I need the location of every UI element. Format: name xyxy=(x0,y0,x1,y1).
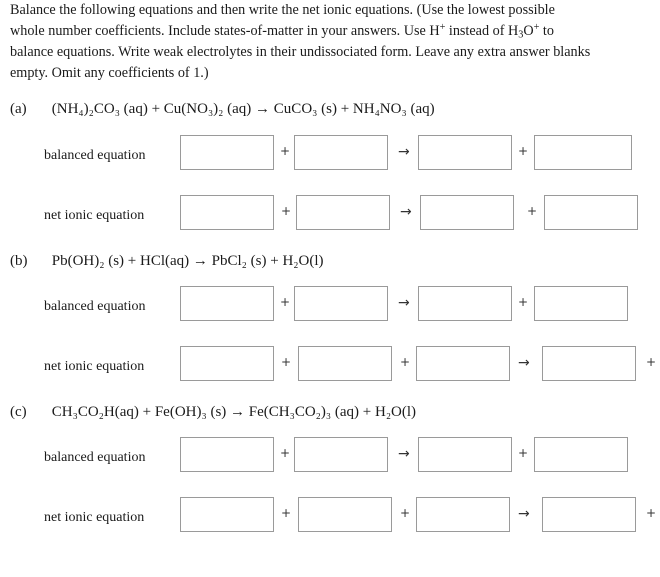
balanced-c-box-3[interactable] xyxy=(418,437,512,472)
part-letter-b: (b) xyxy=(10,253,28,269)
plus-sign: + xyxy=(280,446,291,460)
plus-sign: + xyxy=(518,295,529,309)
net-a-box-3[interactable] xyxy=(420,195,514,230)
reaction-arrow: → xyxy=(398,144,410,160)
net-a-box-4[interactable] xyxy=(544,195,638,230)
net-b-box-1[interactable] xyxy=(180,346,274,381)
plus-sign: + xyxy=(280,144,291,158)
plus-sign: + xyxy=(518,446,529,460)
balanced-c-box-4[interactable] xyxy=(534,437,628,472)
balanced-a-box-4[interactable] xyxy=(534,135,632,170)
net-a-box-2[interactable] xyxy=(296,195,390,230)
balanced-a-box-3[interactable] xyxy=(418,135,512,170)
net-c-box-3[interactable] xyxy=(416,497,510,532)
net-c-box-1[interactable] xyxy=(180,497,274,532)
reaction-b xyxy=(10,253,324,270)
plus-sign: + xyxy=(646,355,657,369)
instructions-line-2: whole number coefficients. Include states-of-matter in your answers. Use H+ instead of $H_3O^+$ to xyxy=(10,21,554,41)
plus-sign: + xyxy=(646,506,657,520)
reaction-arrow: → xyxy=(518,506,530,522)
balanced-a-box-2[interactable] xyxy=(294,135,388,170)
balanced-b-box-2[interactable] xyxy=(294,286,388,321)
balanced-b-box-1[interactable] xyxy=(180,286,274,321)
balanced-label-c: balanced equation xyxy=(44,450,146,465)
instructions-line-1: Balance the following equations and then write the net ionic equations. (Use the lowest possible xyxy=(10,2,555,18)
instructions xyxy=(10,0,650,84)
balanced-label-b: balanced equation xyxy=(44,299,146,314)
plus-sign: + xyxy=(518,144,529,158)
net-c-box-4[interactable] xyxy=(542,497,636,532)
net-a-box-1[interactable] xyxy=(180,195,274,230)
reaction-arrow: → xyxy=(518,355,530,371)
reaction-arrow: → xyxy=(398,295,410,311)
balanced-b-box-4[interactable] xyxy=(534,286,628,321)
reaction-a xyxy=(10,101,435,118)
net-label-b: net ionic equation xyxy=(44,359,145,374)
part-letter-c: (c) xyxy=(10,404,27,420)
part-letter-a: (a) xyxy=(10,101,27,117)
plus-sign: + xyxy=(281,204,292,218)
reaction-c-equation: CH₃CO₂H(aq) + Fe(OH)₃ (s) → Fe(CH₃CO₂)₃ (aq) + H₂O(l) xyxy=(51,404,417,420)
plus-sign: + xyxy=(281,506,292,520)
plus-sign: + xyxy=(400,355,411,369)
plus-sign: + xyxy=(281,355,292,369)
reaction-a-equation: (NH₄)₂CO₃ (aq) + Cu(NO₃)₂ (aq) → CuCO₃ (s) + NH₄NO₃ (aq) xyxy=(51,101,435,117)
plus-sign: + xyxy=(400,506,411,520)
balanced-c-box-1[interactable] xyxy=(180,437,274,472)
reaction-arrow: → xyxy=(400,204,412,220)
balanced-b-box-3[interactable] xyxy=(418,286,512,321)
net-b-box-4[interactable] xyxy=(542,346,636,381)
balanced-c-box-2[interactable] xyxy=(294,437,388,472)
balanced-a-box-1[interactable] xyxy=(180,135,274,170)
plus-sign: + xyxy=(280,295,291,309)
net-c-box-2[interactable] xyxy=(298,497,392,532)
balanced-label-a: balanced equation xyxy=(44,148,146,163)
instructions-line-4: empty. Omit any coefficients of 1.) xyxy=(10,65,209,81)
reaction-b-equation: Pb(OH)₂ (s) + HCl(aq) → PbCl₂ (s) + H₂O(l) xyxy=(51,253,324,269)
instructions-line-3: balance equations. Write weak electrolytes in their undissociated form. Leave any extra answer blanks xyxy=(10,44,591,60)
plus-sign: + xyxy=(527,204,538,218)
net-label-c: net ionic equation xyxy=(44,510,145,525)
net-b-box-3[interactable] xyxy=(416,346,510,381)
reaction-arrow: → xyxy=(398,446,410,462)
net-b-box-2[interactable] xyxy=(298,346,392,381)
reaction-c xyxy=(10,404,416,421)
net-label-a: net ionic equation xyxy=(44,208,145,223)
